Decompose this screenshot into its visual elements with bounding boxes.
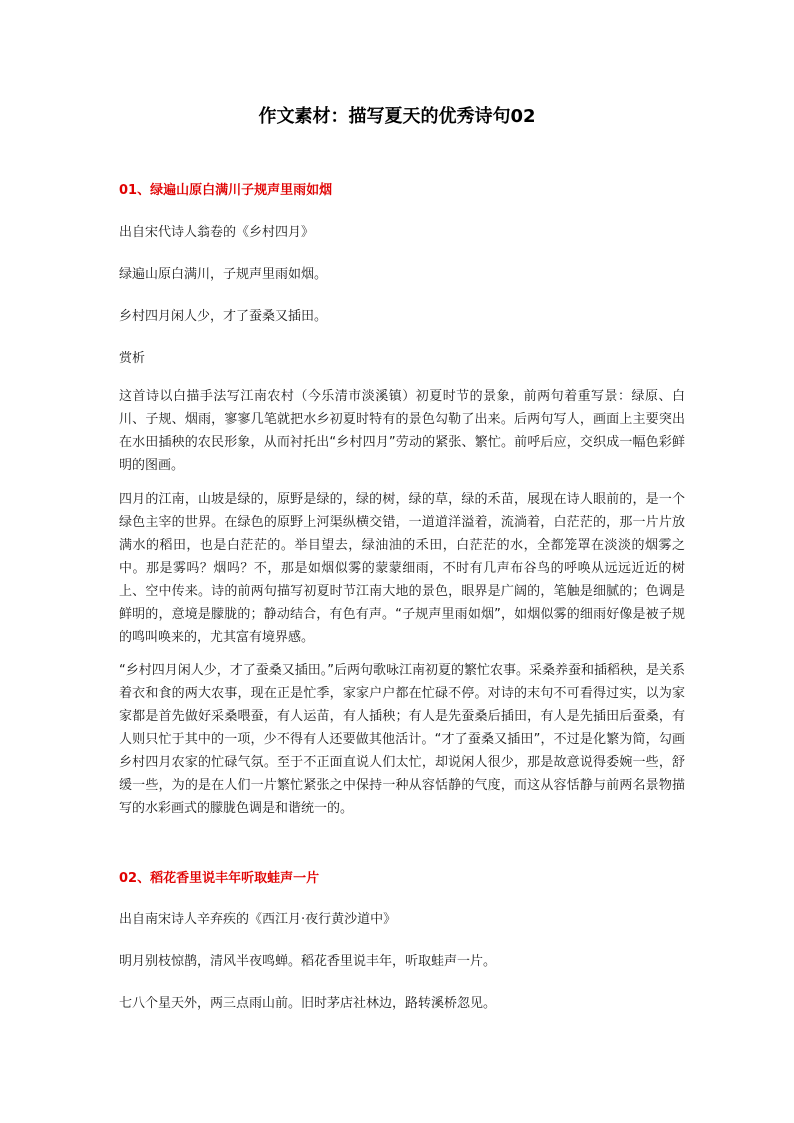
- analysis-label: 赏析: [119, 351, 146, 366]
- poem-source-01: 出自宋代诗人翁卷的《乡村四月》: [119, 225, 315, 240]
- section-heading-02: 02、稻花香里说丰年听取蛙声一片: [119, 871, 320, 886]
- poem-line-01-2: 乡村四月闲人少，才了蚕桑又插田。: [119, 309, 328, 324]
- poem-line-02-1: 明月别枝惊鹊，清风半夜鸣蝉。稻花香里说丰年，听取蛙声一片。: [119, 954, 497, 969]
- poem-line-01-1: 绿遍山原白满川，子规声里雨如烟。: [119, 267, 328, 282]
- section-heading-01: 01、绿遍山原白满川子规声里雨如烟: [119, 183, 333, 198]
- analysis-paragraph-1: 这首诗以白描手法写江南农村（今乐清市淡溪镇）初夏时节的景象，前两句着重写景：绿原、白川、子规、烟雨，寥寥几笔就把水乡初夏时特有的景色勾勒了出来。后两句写人，画面上主要突出在水田插秧的农民形象，从而衬托出“乡村四月”劳动的紧张、繁忙。前呼后应，交织成一幅色彩鲜明的图画。: [119, 389, 685, 473]
- analysis-paragraph-2: 四月的江南，山坡是绿的，原野是绿的，绿的树，绿的草，绿的禾苗，展现在诗人眼前的，是一个绿色主宰的世界。在绿色的原野上河渠纵横交错，一道道洋溢着，流淌着，白茫茫的，那一片片放满水的稻田，也是白茫茫的。举目望去，绿油油的禾田，白茫茫的水，全都笼罩在淡淡的烟雾之中。那是雾吗？烟吗？不，那是如烟似雾的蒙蒙细雨，不时有几声布谷鸟的呼唤从远远近近的树上、空中传来。诗的前两句描写初夏时节江南大地的景色，眼界是广阔的，笔触是细腻的；色调是鲜明的，意境是朦胧的；静动结合，有色有声。“子规声里雨如烟”，如烟似雾的细雨好像是被子规的鸣叫唤来的，尤其富有境界感。: [119, 492, 685, 645]
- analysis-paragraph-3: “乡村四月闲人少，才了蚕桑又插田。”后两句歌咏江南初夏的繁忙农事。采桑养蚕和插稻秧，是关系着衣和食的两大农事，现在正是忙季，家家户户都在忙碌不停。对诗的末句不可看得过实，以为家家都是首先做好采桑喂蚕，有人运苗，有人插秧；有人是先蚕桑后插田，有人是先插田后蚕桑，有人则只忙于其中的一项，少不得有人还要做其他活计。“才了蚕桑又插田”，不过是化繁为简，勾画乡村四月农家的忙碌气氛。至于不正面直说人们太忙，却说闲人很少，那是故意说得委婉一些，舒缓一些，为的是在人们一片繁忙紧张之中保持一种从容恬静的气度，而这从容恬静与前两名景物描写的水彩画式的朦胧色调是和谐统一的。: [119, 663, 685, 816]
- poem-line-02-2: 七八个星天外，两三点雨山前。旧时茅店社林边，路转溪桥忽见。: [119, 996, 497, 1011]
- poem-source-02: 出自南宋诗人辛弃疾的《西江月·夜行黄沙道中》: [119, 912, 397, 927]
- document-title: 作文素材：描写夏天的优秀诗句02: [258, 106, 536, 127]
